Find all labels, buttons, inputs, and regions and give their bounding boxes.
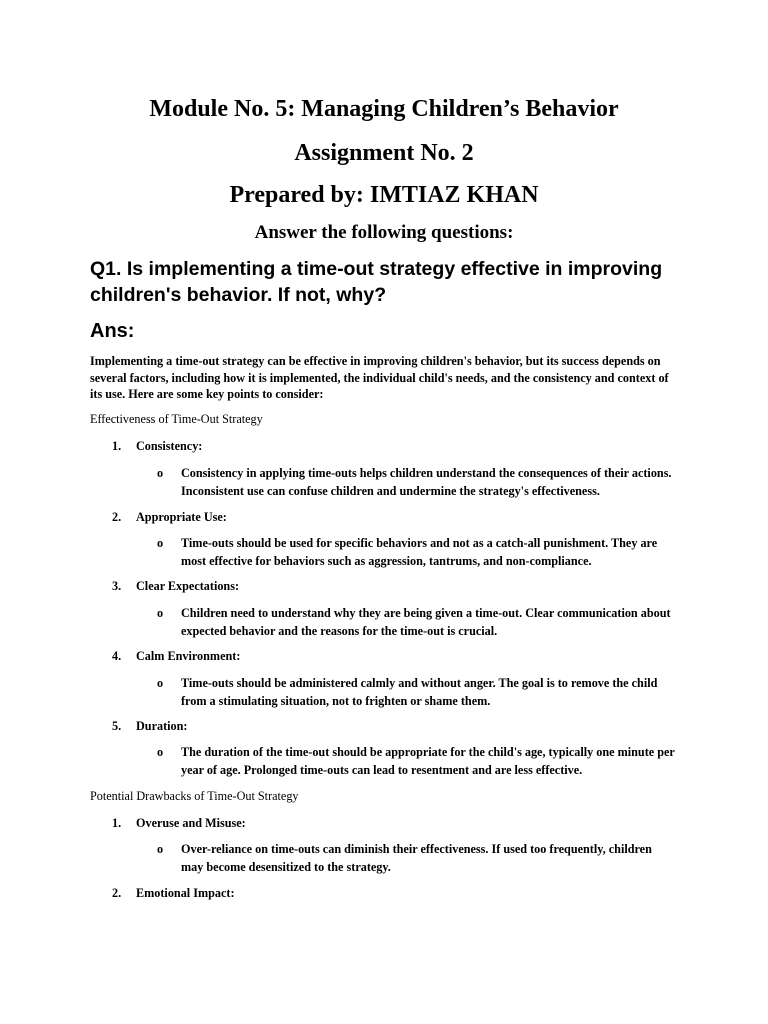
list-number: 1. [112, 439, 122, 453]
list-label: Overuse and Misuse: [136, 816, 246, 830]
bullet-text: Consistency in applying time-outs helps children understand the consequences of their actions. Inconsistent use can confuse children and undermine the strategy's effectiveness. [181, 466, 672, 498]
list-item [112, 578, 239, 595]
section-heading-effectiveness: Effectiveness of Time-Out Strategy [90, 412, 263, 426]
bullet-icon: o [157, 606, 164, 620]
bullet-text: The duration of the time-out should be appropriate for the child's age, typically one minute per year of age. Prolonged time-outs can lead to resentment and are less effective. [181, 745, 675, 777]
bullet-text: Time-outs should be administered calmly and without anger. The goal is to remove the child from a stimulating situation, not to frighten or shame them. [181, 676, 658, 708]
prepared-by: Prepared by: IMTIAZ KHAN [229, 182, 539, 208]
list-label: Appropriate Use: [136, 510, 227, 524]
list-item [112, 509, 227, 526]
bullet-icon: o [157, 842, 164, 856]
bullet-icon: o [157, 466, 164, 480]
question-text: Q1. Is implementing a time-out strategy effective in improving children's behavior. If not, why? [90, 258, 663, 306]
instruction-heading: Answer the following questions: [254, 222, 514, 243]
bullet-icon: o [157, 536, 164, 550]
list-item [112, 885, 235, 902]
list-label: Calm Environment: [136, 649, 241, 663]
intro-paragraph: Implementing a time-out strategy can be effective in improving children's behavior, but its success depends on several factors, including how it is implemented, the individual child's needs, and the consistency and context of its use. Here are some key points to consider: [90, 354, 669, 401]
assignment-number: Assignment No. 2 [294, 140, 474, 166]
bullet-text: Over-reliance on time-outs can diminish their effectiveness. If used too frequently, children may become desensitized to the strategy. [181, 842, 652, 874]
document-title: Module No. 5: Managing Children’s Behavior [149, 96, 619, 122]
list-number: 1. [112, 816, 122, 830]
list-label: Consistency: [136, 439, 203, 453]
list-label: Emotional Impact: [136, 886, 235, 900]
bullet-icon: o [157, 676, 164, 690]
list-item [112, 815, 246, 832]
bullet-icon: o [157, 745, 164, 759]
bullet-text: Children need to understand why they are being given a time-out. Clear communication about expected behavior and the reasons for the time-out is crucial. [181, 606, 671, 638]
list-label: Clear Expectations: [136, 579, 240, 593]
list-item [112, 648, 240, 665]
list-number: 3. [112, 579, 122, 593]
answer-label: Ans: [90, 320, 135, 342]
list-number: 2. [112, 510, 122, 524]
list-item [112, 438, 202, 455]
section-heading-drawbacks: Potential Drawbacks of Time-Out Strategy [90, 789, 299, 803]
list-number: 4. [112, 649, 122, 663]
bullet-text: Time-outs should be used for specific behaviors and not as a catch-all punishment. They are most effective for behaviors such as aggression, tantrums, and non-compliance. [181, 536, 658, 568]
list-label: Duration: [136, 719, 188, 733]
list-number: 2. [112, 886, 122, 900]
list-item [112, 718, 187, 735]
list-number: 5. [112, 719, 122, 733]
